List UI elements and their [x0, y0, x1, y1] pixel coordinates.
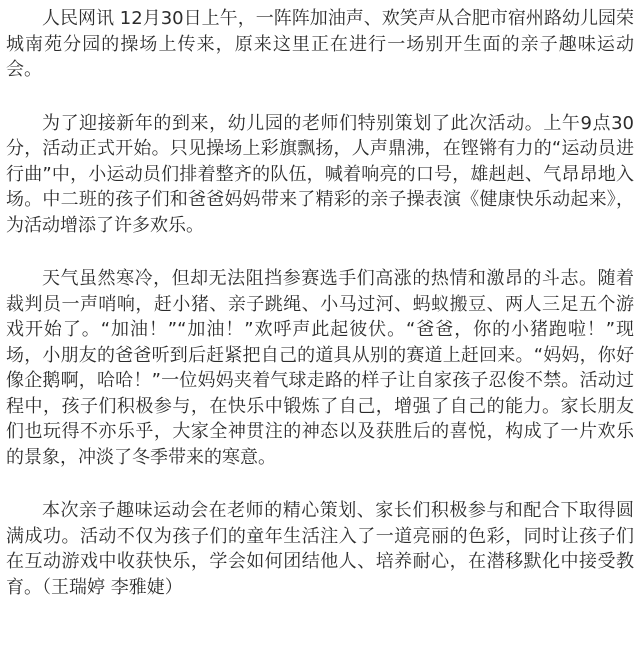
- article-paragraph-conclusion: 本次亲子趣味运动会在老师的精心策划、家长们积极参与和配合下取得圆满成功。活动不仅为孩子们的童年生活注入了一道亮丽的色彩，同时让孩子们在互动游戏中收获快乐，学会如何团结他人、培养耐心，在潜移默化中接受教育。（王瑞婷 李雅婕）: [6, 500, 634, 598]
- article-paragraph-opening: 为了迎接新年的到来，幼儿园的老师们特别策划了此次活动。上午9点30分，活动正式开始。只见操场上彩旗飘扬，人声鼎沸，在铿锵有力的“运动员进行曲”中，小运动员们排着整齐的队伍，喊着响亮的口号，雄赳赳、气昂昂地入场。中二班的孩子们和爸爸妈妈带来了精彩的亲子操表演《健康快乐动起来》，为活动增添了许多欢乐。: [6, 112, 634, 236]
- article-paragraph-lead: 人民网讯 12月30日上午，一阵阵加油声、欢笑声从合肥市宿州路幼儿园荣城南苑分园的操场上传来，原来这里正在进行一场别开生面的亲子趣味运动会。: [6, 8, 634, 80]
- news-article: [6, 6, 634, 600]
- article-paragraph-games: 天气虽然寒冷，但却无法阻挡参赛选手们高涨的热情和激昂的斗志。随着裁判员一声哨响，赶小猪、亲子跳绳、小马过河、蚂蚁搬豆、两人三足五个游戏开始了。“加油！”“加油！”欢呼声此起彼伏。“爸爸，你的小猪跑啦！”现场，小朋友的爸爸听到后赶紧把自己的道具从别的赛道上赶回来。“妈妈，你好像企鹅啊，哈哈！”一位妈妈夹着气球走路的样子让自家孩子忍俊不禁。活动过程中，孩子们积极参与，在快乐中锻炼了自己，增强了自己的能力。家长朋友们也玩得不亦乐乎，大家全神贯注的神态以及获胜后的喜悦，构成了一片欢乐的景象，冲淡了冬季带来的寒意。: [6, 268, 634, 468]
